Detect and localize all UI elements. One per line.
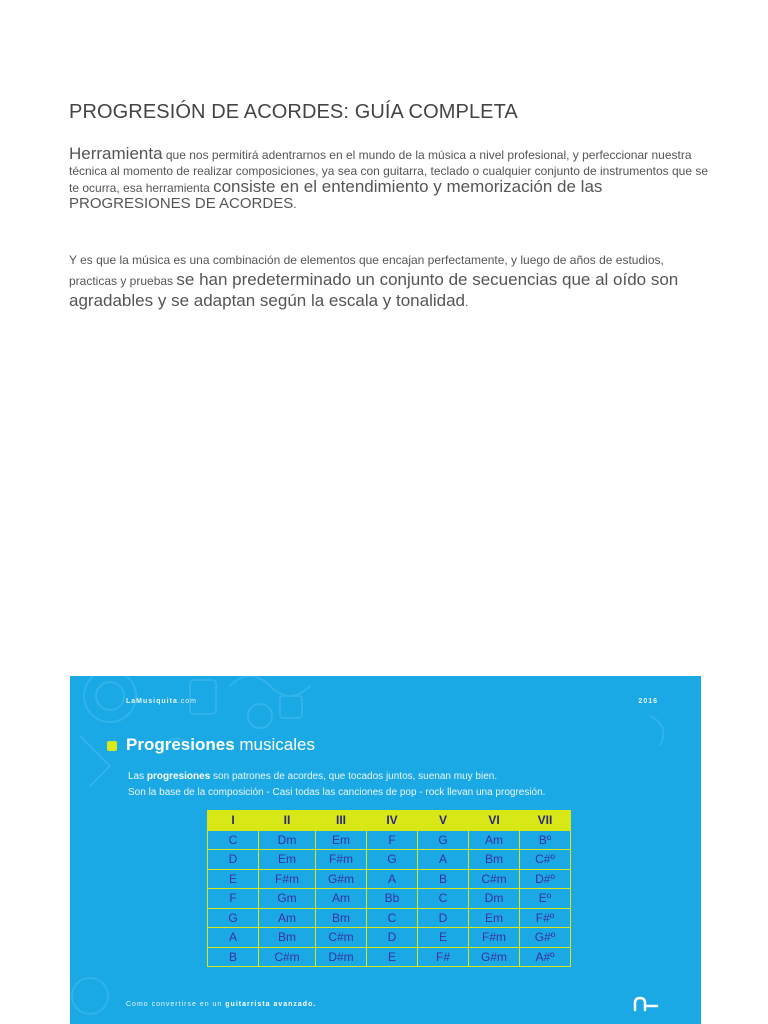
degree-header: I: [208, 811, 259, 831]
intro-emphasis: consiste en el entendimiento y memorización de las: [213, 177, 603, 196]
chord-cell: Am: [316, 889, 367, 909]
chord-cell: A: [418, 850, 469, 870]
table-row: [208, 830, 571, 850]
progressions-banner: [70, 676, 701, 1024]
intro-paragraph: [69, 146, 709, 212]
intro-text: que nos permitirá adentrarnos en el mundo de la música a nivel profesional, y perfeccionar nuestra técnica al momento de realizar composiciones, ya sea con guitarra, teclado o cualquier conjunto de instrumentos que se te ocurra, esa herramienta: [69, 148, 709, 195]
chord-cell: D: [208, 850, 259, 870]
degree-header: III: [316, 811, 367, 831]
chord-cell: C#º: [520, 850, 571, 870]
chord-cell: Gm: [259, 889, 316, 909]
chord-cell: F: [208, 889, 259, 909]
chord-cell: E: [208, 869, 259, 889]
chord-cell: E: [367, 947, 418, 967]
chord-cell: G: [418, 830, 469, 850]
second-paragraph: [69, 251, 709, 312]
degree-header: VI: [469, 811, 520, 831]
chord-cell: F#m: [259, 869, 316, 889]
degree-header: VII: [520, 811, 571, 831]
chord-cell: C#m: [316, 928, 367, 948]
chord-cell: Dm: [469, 889, 520, 909]
chord-cell: Bº: [520, 830, 571, 850]
chord-cell: Em: [259, 850, 316, 870]
chord-cell: Bb: [367, 889, 418, 909]
chord-cell: F#m: [316, 850, 367, 870]
chord-cell: Am: [259, 908, 316, 928]
page-title: PROGRESIÓN DE ACORDES: GUÍA COMPLETA: [69, 101, 518, 123]
degree-header: IV: [367, 811, 418, 831]
chord-cell: A#º: [520, 947, 571, 967]
table-row: [208, 889, 571, 909]
table-row: [208, 869, 571, 889]
chord-cell: D#m: [316, 947, 367, 967]
banner-footer: Como convertirse en un guitarrista avanzado.: [126, 1001, 317, 1008]
chord-cell: C: [208, 830, 259, 850]
degree-header: II: [259, 811, 316, 831]
table-row: [208, 947, 571, 967]
chord-table-header-row: [208, 811, 571, 831]
chord-cell: Eº: [520, 889, 571, 909]
chord-cell: B: [418, 869, 469, 889]
chord-cell: C: [367, 908, 418, 928]
intro-lead: Herramienta: [69, 144, 163, 163]
chord-table: [207, 810, 571, 967]
table-row: [208, 908, 571, 928]
chord-cell: G: [367, 850, 418, 870]
chord-cell: Bm: [316, 908, 367, 928]
chord-cell: F#: [418, 947, 469, 967]
chord-cell: D: [367, 928, 418, 948]
chord-cell: G: [208, 908, 259, 928]
second-end: .: [465, 295, 469, 309]
second-text: Y es que la música es una combinación de elementos que encajan perfectamente, y luego de años de estudios, practicas y pruebas: [69, 253, 664, 288]
table-row: [208, 928, 571, 948]
chord-cell: F#m: [469, 928, 520, 948]
chord-cell: Em: [316, 830, 367, 850]
chord-cell: Bm: [259, 928, 316, 948]
intro-end: .: [293, 197, 297, 211]
chord-cell: G#m: [469, 947, 520, 967]
chord-cell: C: [418, 889, 469, 909]
chord-cell: G#m: [316, 869, 367, 889]
chord-cell: C#m: [259, 947, 316, 967]
chord-cell: Em: [469, 908, 520, 928]
banner-heading: Progresiones musicales: [126, 735, 315, 754]
chord-cell: D#º: [520, 869, 571, 889]
chord-cell: A: [367, 869, 418, 889]
banner-description: Las progresiones son patrones de acordes, que tocados juntos, suenan muy bien. Son la base de la composición - Casi todas las canciones de pop - rock llevan una progresión.: [128, 771, 546, 798]
chord-cell: A: [208, 928, 259, 948]
second-emphasis: se han predeterminado un conjunto de secuencias que al oído son agradables y se adaptan según la escala y tonalidad: [69, 270, 679, 310]
degree-header: V: [418, 811, 469, 831]
chord-cell: F: [367, 830, 418, 850]
bullet-square-icon: [107, 741, 117, 751]
chord-cell: F#º: [520, 908, 571, 928]
chord-cell: Am: [469, 830, 520, 850]
intro-uppercase: PROGRESIONES DE ACORDES: [69, 195, 294, 212]
chord-cell: Bm: [469, 850, 520, 870]
brand-label: LaMusiquita.com: [126, 698, 198, 705]
table-row: [208, 850, 571, 870]
chord-cell: D: [418, 908, 469, 928]
chord-cell: E: [418, 928, 469, 948]
year-label: 2016: [638, 698, 658, 705]
chord-cell: C#m: [469, 869, 520, 889]
chord-cell: G#º: [520, 928, 571, 948]
chord-cell: B: [208, 947, 259, 967]
lamusiquita-logo-icon: [633, 996, 659, 1012]
chord-cell: Dm: [259, 830, 316, 850]
